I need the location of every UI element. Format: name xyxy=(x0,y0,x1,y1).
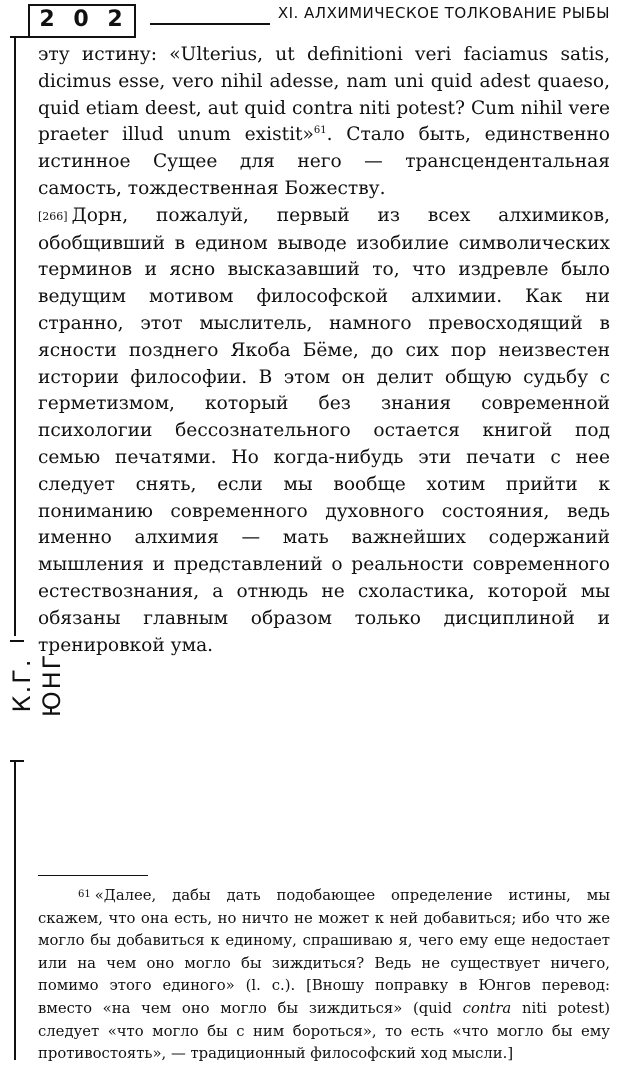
author-name: К.Г. ЮНГ xyxy=(8,652,66,718)
paragraph-1-text-end: . Стало быть, единственно истинное Сущее для него — трансцендентальная самость, тождественная Божеству. xyxy=(38,124,610,199)
chapter-title: XI. АЛХИМИЧЕСКОЕ ТОЛКОВАНИЕ РЫБЫ xyxy=(277,4,610,22)
margin-bracket-bottom xyxy=(10,760,24,762)
paragraph-1-text: эту истину: «Ulterius, ut definitioni veri faciamus satis, dicimus esse, vero nihil adesse, nam uni quid adest quaeso, quid etiam deest, aut quid contra niti potest? Cum nihil vere praeter illud unum existit» xyxy=(38,44,610,146)
margin-rule-top xyxy=(14,36,16,636)
page-digit-3: 2 xyxy=(107,7,123,32)
page-digit-1: 2 xyxy=(39,7,55,32)
footnote-paragraph xyxy=(38,884,610,1066)
footnote-italic: contra xyxy=(462,999,512,1017)
footnote-text-1: «Далее, дабы дать подобающее определение истины, мы скажем, что она есть, но ничто не может к ней добавиться; ибо что же могло бы добавиться к единому, спрашиваю я, чего ему еще недостает или на чем оно могло бы зиждиться? Ведь не существует ничего, помимо этого единого» (l. c.). [Вношу поправку в Юнгов перевод: вместо «на чем оно могло бы зиждиться» (quid xyxy=(38,887,610,1017)
main-text xyxy=(38,42,610,659)
paragraph-266 xyxy=(38,203,610,660)
paragraph-number: [266] xyxy=(38,209,68,223)
footnote-rule xyxy=(38,875,148,876)
footnote-61 xyxy=(38,884,610,1066)
footnote-ref-61: 61 xyxy=(313,125,327,137)
header-rule xyxy=(150,23,270,25)
page-number xyxy=(18,6,138,34)
page-digit-2: 0 xyxy=(73,7,89,32)
margin-rule-bottom xyxy=(14,760,16,1060)
paragraph-1 xyxy=(38,42,610,203)
footnote-mark: 61 xyxy=(78,889,91,900)
paragraph-266-text: Дорн, пожалуй, первый из всех алхимиков, обобщивший в едином выводе изобилие символических терминов и ясно высказавший то, что издревле было ведущим мотивом философской алхимии. Как ни странно, этот мыслитель, намного превосходящий в ясности позднего Якоба Бёме, до сих пор неизвестен истории философии. В этом он делит общую судьбу с герметизмом, который без знания современной психологии бессознательного остается книгой под семью печатями. Но когда-нибудь эти печати с нее следует снять, если мы вообще хотим прийти к пониманию современного духовного состояния, ведь именно алхимия — мать важнейших содержаний мышления и представлений о реальности современного естествознания, а отнюдь не схоластика, которой мы обязаны главным образом только дисциплиной и тренировкой ума. xyxy=(38,204,610,656)
footnote-text-2: niti potest) следует «что могло бы с ним бороться», то есть «что могло бы ему противостоять», — традиционный философский ход мысли.] xyxy=(38,999,610,1063)
